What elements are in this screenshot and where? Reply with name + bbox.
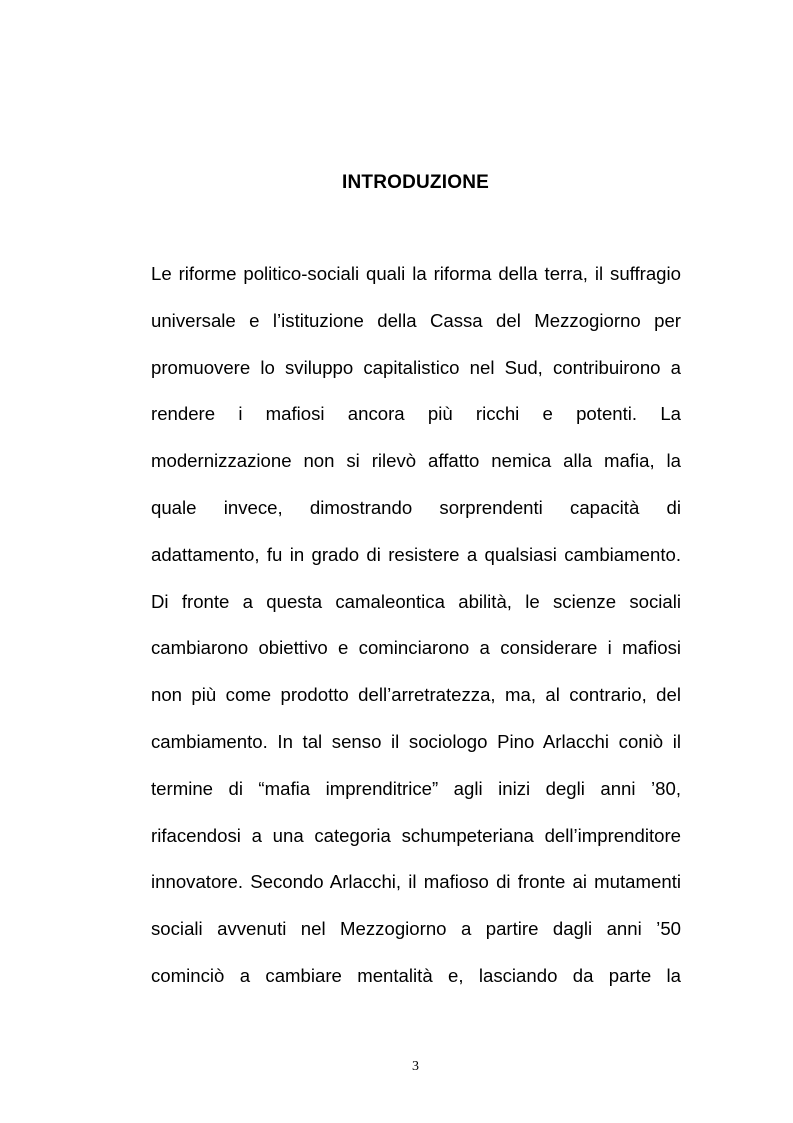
text-line: Le riforme politico-sociali quali la riforma della terra, il suffragio	[151, 263, 681, 284]
text-line: Di fronte a questa camaleontica abilità, le scienze sociali	[151, 590, 681, 612]
text-line: universale e l’istituzione della Cassa del Mezzogiorno per	[151, 309, 681, 331]
text-line: promuovere lo sviluppo capitalistico nel Sud, contribuirono a	[151, 356, 681, 378]
page-number: 3	[412, 1059, 419, 1074]
text-line: non più come prodotto dell’arretratezza, ma, al contrario, del	[151, 684, 681, 706]
text-line: innovatore. Secondo Arlacchi, il mafioso di fronte ai mutamenti	[151, 871, 681, 893]
text-line: rendere i mafiosi ancora più ricchi e potenti. La	[151, 403, 681, 425]
text-line: cominciò a cambiare mentalità e, lasciando da parte la	[151, 964, 681, 986]
text-line: cambiarono obiettivo e cominciarono a considerare i mafiosi	[151, 637, 681, 659]
text-line: cambiamento. In tal senso il sociologo Pino Arlacchi coniò il	[151, 730, 681, 752]
body-paragraph	[151, 262, 681, 1011]
page-title: INTRODUZIONE	[341, 172, 489, 193]
text-line: modernizzazione non si rilevò affatto nemica alla mafia, la	[151, 450, 681, 472]
text-line: sociali avvenuti nel Mezzogiorno a partire dagli anni ’50	[151, 918, 681, 940]
text-line: quale invece, dimostrando sorprendenti capacità di	[151, 496, 681, 518]
text-line: termine di “mafia imprenditrice” agli inizi degli anni ’80,	[151, 777, 681, 799]
text-line: adattamento, fu in grado di resistere a qualsiasi cambiamento.	[151, 543, 681, 565]
text-line: rifacendosi a una categoria schumpeteriana dell’imprenditore	[151, 824, 681, 846]
